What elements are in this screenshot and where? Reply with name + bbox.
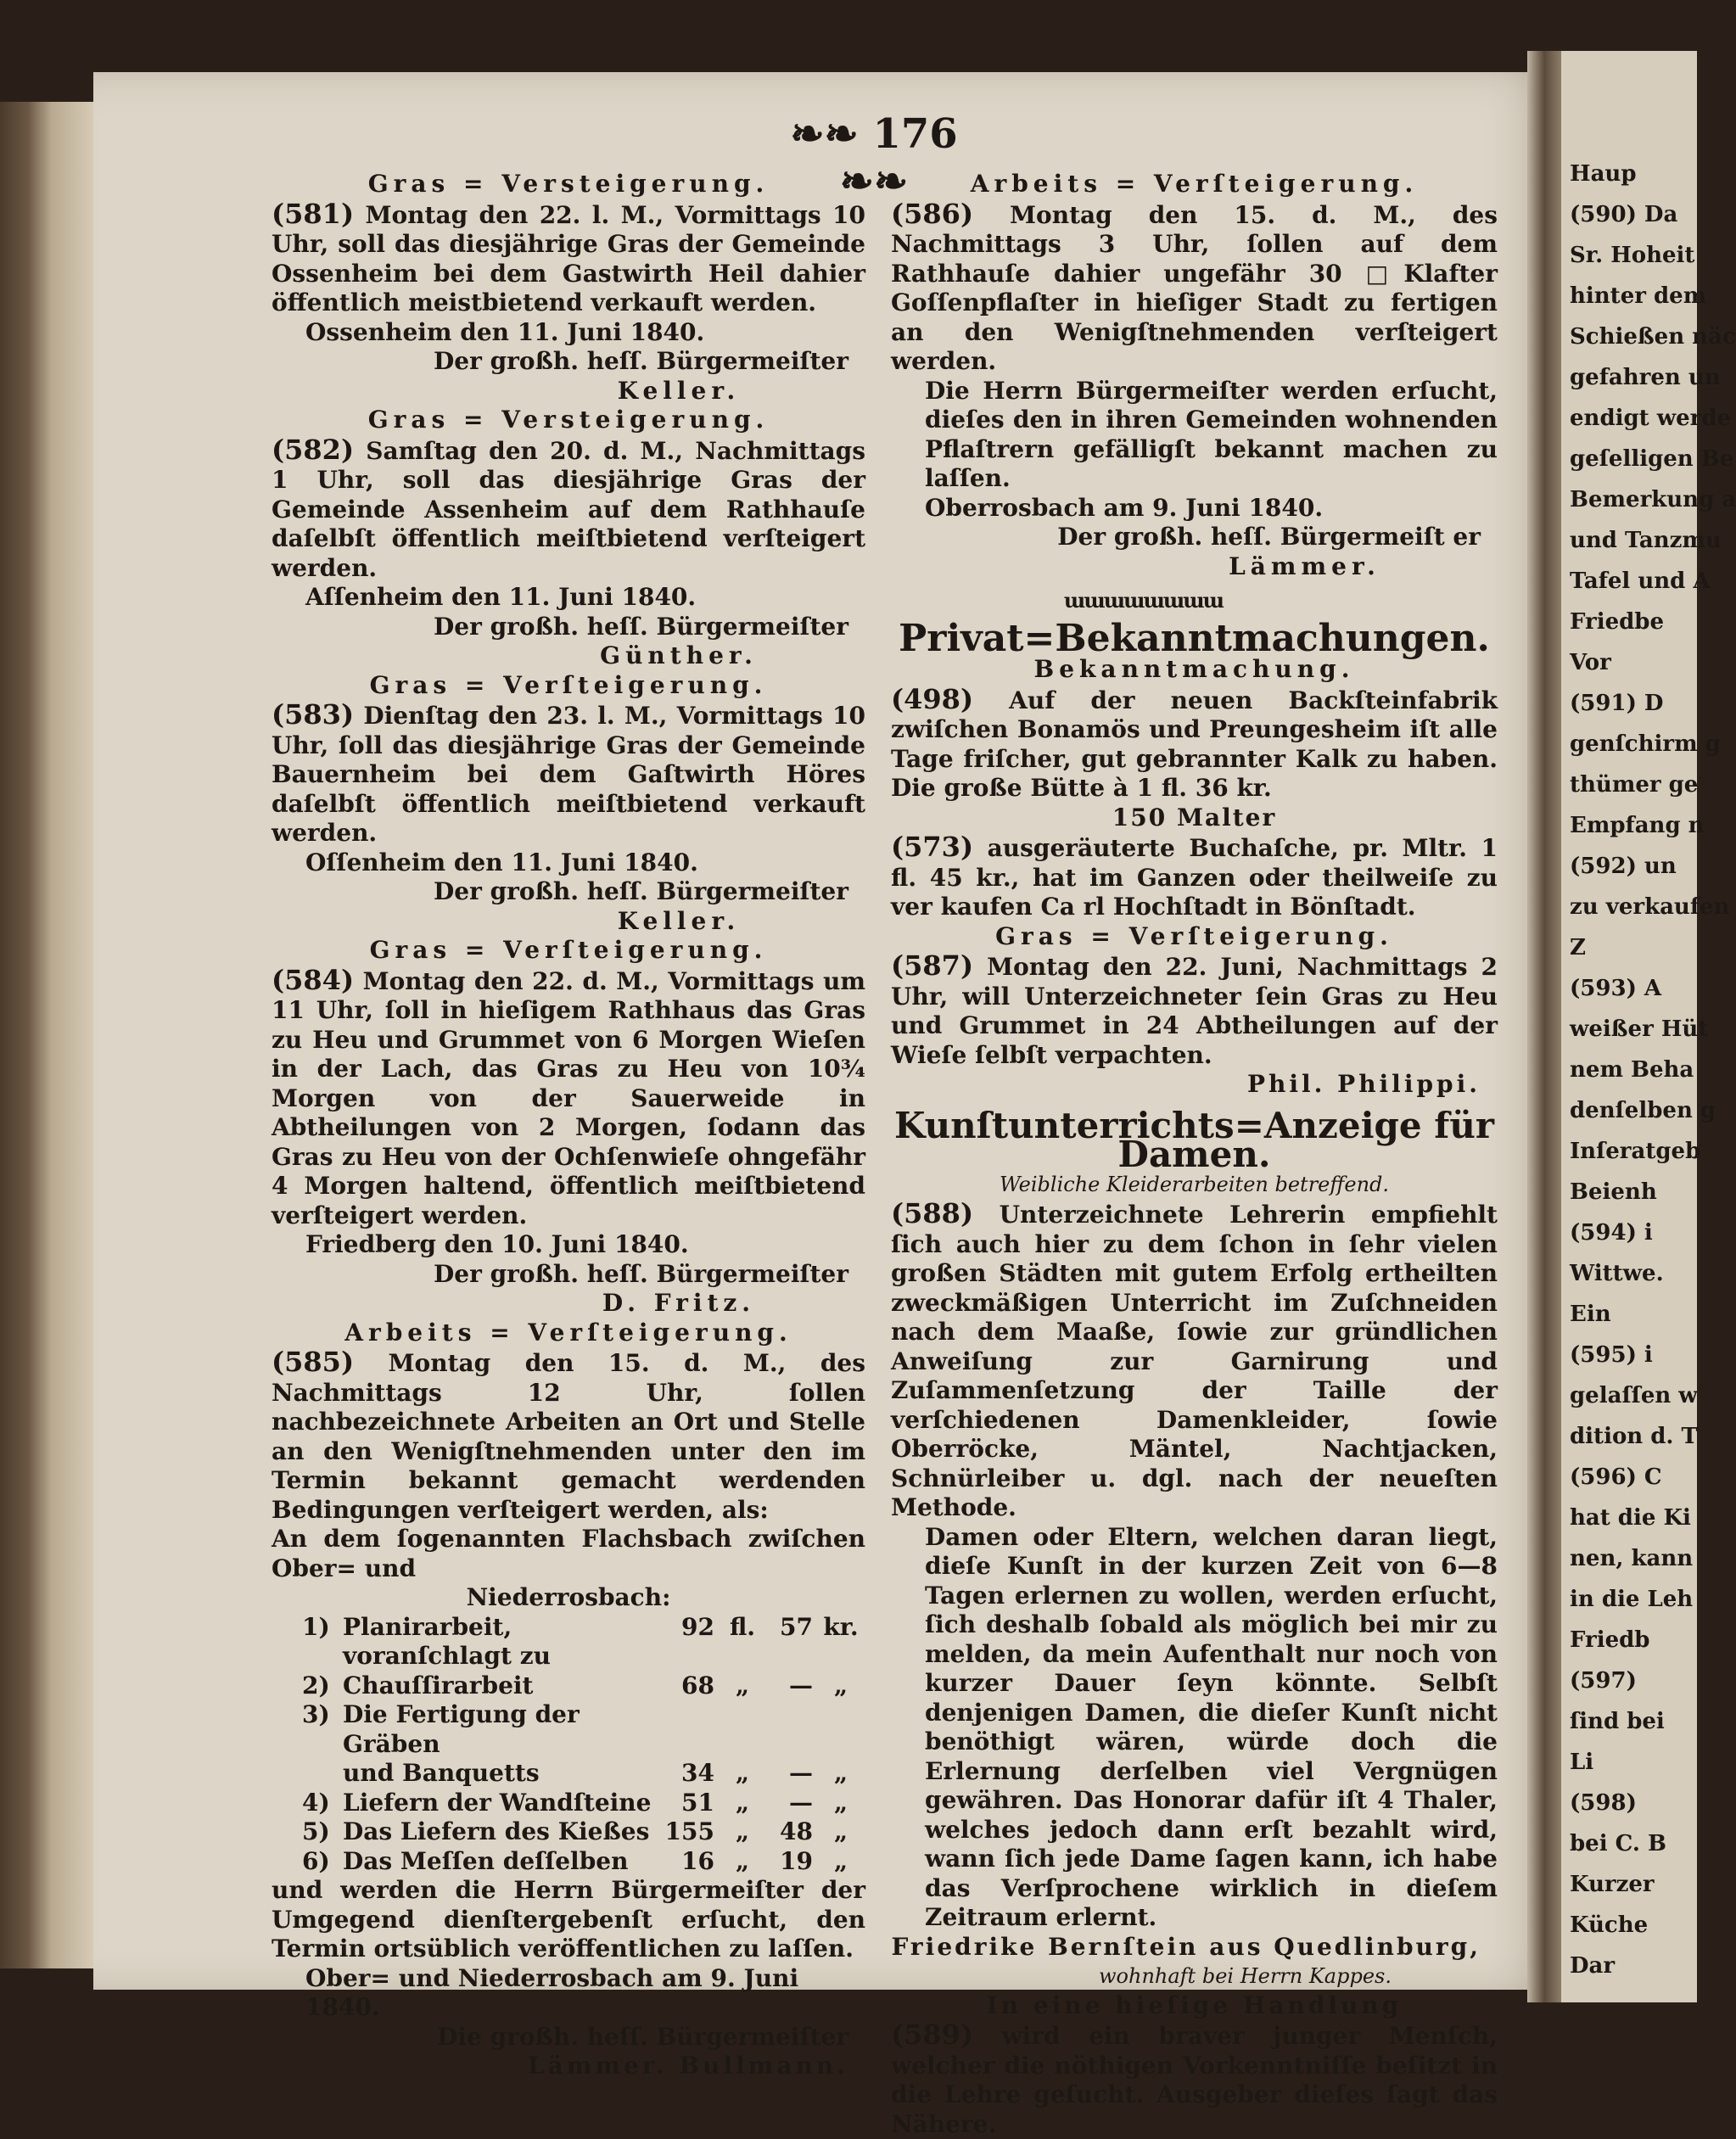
work-item-row bbox=[272, 1700, 865, 1759]
notice-signature-name: Friedrike Bernſtein aus Quedlinburg, bbox=[891, 1933, 1498, 1963]
notice-body bbox=[272, 199, 865, 318]
notice-text-2: Damen oder Eltern, welchen daran liegt, dieſe Kunſt in der kurzen Zeit von 6—8 Tagen erlernen zu wollen, werden erſucht, ſich deshalb ſobald als möglich bei mir zu melden, da mein Aufenthalt nur noch von kurzer Dauer ſeyn könnte. Selbſt denjenigen Damen, die dieſer Kunſt nicht benöthigt wären, würde doch die Erlernung derſelben viel Vergnügen gewähren. Das Honorar dafür iſt 4 Thaler, welches jedoch dann erſt bezahlt wird, wann ſich jede Dame ſagen kann, ich habe das Verſprochene wirklich in dieſem Zeitraum erlernt. bbox=[891, 1523, 1498, 1933]
right-column bbox=[891, 170, 1498, 2139]
next-page-text-fragment: weißer Hüt bbox=[1570, 1016, 1708, 1042]
work-item-unit-2: „ bbox=[816, 1671, 865, 1701]
work-item-number: 1) bbox=[272, 1613, 339, 1671]
next-page-text-fragment: Tafel und A bbox=[1570, 568, 1711, 594]
next-page-text-fragment: Haup bbox=[1570, 161, 1637, 187]
notice-signature-name: Lämmer. Bullmann. bbox=[272, 2052, 865, 2081]
notice-body bbox=[272, 700, 865, 848]
next-page-text-fragment: Küche bbox=[1570, 1912, 1648, 1938]
next-page-text-fragment: (596) C bbox=[1570, 1464, 1662, 1490]
work-item-florin bbox=[660, 1700, 718, 1759]
next-page-text-fragment: Inſeratgeb bbox=[1570, 1139, 1700, 1164]
work-item-row bbox=[272, 1759, 865, 1789]
notice-place-date: Aſſenheim den 11. Juni 1840. bbox=[272, 583, 865, 613]
notice-number: (584) bbox=[272, 964, 354, 996]
next-page-text-fragment: geſelligen Be bbox=[1570, 446, 1733, 472]
art-lesson-subheading: Weibliche Kleiderarbeiten betreffend. bbox=[891, 1170, 1498, 1200]
work-item-number: 6) bbox=[272, 1847, 339, 1877]
notice-number: (498) bbox=[891, 683, 973, 715]
notice-text: Dienſtag den 23. l. M., Vormittags 10 Uhr, ſoll das diesjährige Gras der Gemeinde Bauernheim bei dem Gaſtwirth Höres daſelbſt öffentlich meiſtbietend verkauft werden. bbox=[272, 702, 865, 847]
next-page-text-fragment: Wittwe. bbox=[1570, 1261, 1664, 1286]
notice-heading: Bekanntmachung. bbox=[891, 655, 1498, 685]
notice-place-date: Ober= und Niederrosbach am 9. Juni 1840. bbox=[272, 1964, 865, 2023]
book-edge-left bbox=[0, 102, 93, 1968]
notice-signature-title: Der großh. heſſ. Bürgermeiſter bbox=[272, 877, 865, 907]
work-item-florin: 92 bbox=[660, 1613, 718, 1671]
next-page-text-fragment: (592) un bbox=[1570, 854, 1677, 879]
next-page-text-fragment: Kurzer bbox=[1570, 1872, 1655, 1897]
notice-number: (586) bbox=[891, 198, 973, 230]
private-announcements-heading: Privat=Bekanntmachungen. bbox=[891, 624, 1498, 654]
next-page-text-fragment: Bemerkung a bbox=[1570, 487, 1736, 512]
notice-heading: Gras = Verſteigerung. bbox=[272, 671, 865, 701]
notice-body bbox=[891, 2020, 1498, 2139]
notice-number: (587) bbox=[891, 949, 973, 982]
work-item-description: Chauſſirarbeit bbox=[339, 1671, 660, 1701]
notice-text: Montag den 15. d. M., des Nachmittags 12 Uhr, ſollen nachbezeichnete Arbeiten an Ort und Stelle an den Wenigſtnehmenden unter den im Termin bekannt gemacht werdenden Bedingungen verſteigert werden, als: bbox=[272, 1349, 865, 1524]
work-item-row bbox=[272, 1817, 865, 1847]
notice-text: Montag den 22. d. M., Vormittags um 11 Uhr, ſoll in hieſigem Rathhaus das Gras zu Heu und Grummet von 6 Morgen Wieſen in der Lach, das Gras zu Heu von 10¾ Morgen von der Sauerweide in Abtheilungen von 2 Morgen, ſodann das Gras zu Heu von der Ochſenwieſe ohngefähr 4 Morgen haltend, öffentlich meiſtbietend verſteigert werden. bbox=[272, 967, 865, 1229]
next-page-text-fragment: bei C. B bbox=[1570, 1831, 1666, 1856]
next-page-text-fragment: nen, kann bbox=[1570, 1546, 1693, 1571]
notice-text: ausgeräuterte Buchaſche, pr. Mltr. 1 fl. 45 kr., hat im Ganzen oder theilweiſe zu ver kaufen Ca rl Hochſtadt in Bönſtadt. bbox=[891, 834, 1498, 921]
book-gutter bbox=[1527, 51, 1561, 2002]
next-page-text-fragment: hat die Ki bbox=[1570, 1505, 1691, 1531]
notice-number: (581) bbox=[272, 198, 354, 230]
notice-signature-title: Der großh. heſſ. Bürgermeiſter bbox=[272, 613, 865, 642]
notice-signature-title: Der großh. heſſ. Bürgermeiſter bbox=[272, 347, 865, 377]
notice-body bbox=[272, 435, 865, 584]
next-page-text-fragment: (593) A bbox=[1570, 976, 1661, 1001]
work-item-kreuzer: — bbox=[767, 1759, 816, 1789]
next-page-text-fragment: Dar bbox=[1570, 1953, 1615, 1979]
page-number-value: 176 bbox=[872, 110, 957, 158]
notice-heading: In eine hieſige Handlung bbox=[891, 1991, 1498, 2021]
work-item-unit-2 bbox=[816, 1700, 865, 1759]
notice-text-2: Die Herrn Bürgermeiſter werden erſucht, dieſes den in ihren Gemeinden wohnenden Pflaſtrern gefälligſt bekannt machen zu laſſen. bbox=[891, 377, 1498, 494]
work-item-number: 2) bbox=[272, 1671, 339, 1701]
next-page-fragment bbox=[1561, 51, 1697, 2002]
work-item-unit-2: „ bbox=[816, 1817, 865, 1847]
notice-heading: Gras = Versteigerung. bbox=[272, 406, 865, 435]
notice-place-date: Oſſenheim den 11. Juni 1840. bbox=[272, 848, 865, 878]
notice-582 bbox=[272, 406, 865, 671]
next-page-text-fragment: gefahren un bbox=[1570, 365, 1721, 390]
next-page-text-fragment: Empfang n bbox=[1570, 813, 1705, 838]
notice-body bbox=[891, 832, 1498, 922]
notice-number: (583) bbox=[272, 698, 354, 731]
notice-heading: Gras = Verſteigerung. bbox=[272, 936, 865, 966]
work-item-kreuzer: 19 bbox=[767, 1847, 816, 1877]
next-page-text-fragment: (590) Da bbox=[1570, 202, 1677, 227]
notice-581 bbox=[272, 170, 865, 406]
notice-587 bbox=[891, 922, 1498, 1100]
work-item-unit-1: „ bbox=[718, 1817, 767, 1847]
work-item-florin: 16 bbox=[660, 1847, 718, 1877]
notice-signature-sub: wohnhaft bei Herrn Kappes. bbox=[891, 1962, 1498, 1991]
next-page-text-fragment: denſelben g bbox=[1570, 1098, 1716, 1123]
next-page-text-fragment: Sr. Hoheit bbox=[1570, 243, 1694, 268]
notice-body bbox=[891, 199, 1498, 377]
notice-text: Unterzeichnete Lehrerin empfiehlt ſich auch hier zu dem ſchon in ſehr vielen großen Städten mit gutem Erfolg ertheilten zweckmäßigen Unterricht im Zuſchneiden nach dem Maaße, ſowie zur gründlichen Anweiſung zur Garnirung und Zuſammenſetzung der Taille der verſchiedenen Damenkleider, ſowie Oberröcke, Mäntel, Nachtjacken, Schnürleiber u. dgl. nach der neueſten Methode. bbox=[891, 1201, 1498, 1521]
work-item-kreuzer: — bbox=[767, 1789, 816, 1818]
work-item-florin: 68 bbox=[660, 1671, 718, 1701]
work-item-row bbox=[272, 1789, 865, 1818]
notice-signature-title: Der großh. heſſ. Bürgermeiſter bbox=[272, 1260, 865, 1290]
left-column bbox=[272, 170, 865, 2081]
notice-signature-name: Lämmer. bbox=[891, 552, 1498, 582]
work-item-florin: 34 bbox=[660, 1759, 718, 1789]
work-item-kreuzer: 57 bbox=[767, 1613, 816, 1671]
notice-heading: Gras = Verſteigerung. bbox=[891, 922, 1498, 952]
notice-573 bbox=[891, 804, 1498, 922]
notice-588 bbox=[891, 1199, 1498, 1991]
notice-heading: 150 Malter bbox=[891, 804, 1498, 833]
art-lesson-heading: Kunſtunterrichts=Anzeige für Damen. bbox=[891, 1111, 1498, 1170]
page-number-decor-right: ❧❧ bbox=[840, 158, 908, 205]
notice-place-date: Ossenheim den 11. Juni 1840. bbox=[272, 318, 865, 348]
work-item-description: und Banquetts bbox=[339, 1759, 660, 1789]
work-item-kreuzer: 48 bbox=[767, 1817, 816, 1847]
notice-heading: Arbeits = Verſteigerung. bbox=[891, 170, 1498, 199]
work-item-unit-1: „ bbox=[718, 1671, 767, 1701]
notice-signature-name: Phil. Philippi. bbox=[891, 1070, 1498, 1100]
notice-signature-title: Die großh. heſſ. Bürgermeiſter bbox=[272, 2023, 865, 2052]
notice-signature-name: Keller. bbox=[272, 907, 865, 937]
next-page-text-fragment: in die Leh bbox=[1570, 1587, 1693, 1612]
work-item-unit-1: „ bbox=[718, 1759, 767, 1789]
next-page-text-fragment: thümer ge bbox=[1570, 772, 1698, 798]
next-page-text-fragment: Beienh bbox=[1570, 1179, 1657, 1205]
notice-heading: Arbeits = Verſteigerung. bbox=[272, 1319, 865, 1348]
work-item-description: Das Meſſen deſſelben bbox=[339, 1847, 660, 1877]
work-item-florin: 51 bbox=[660, 1789, 718, 1818]
notice-body bbox=[891, 685, 1498, 804]
work-item-row bbox=[272, 1847, 865, 1877]
next-page-text-fragment: Li bbox=[1570, 1750, 1593, 1775]
next-page-text-fragment: (597) bbox=[1570, 1668, 1637, 1694]
work-item-florin: 155 bbox=[660, 1817, 718, 1847]
work-item-number: 3) bbox=[272, 1700, 339, 1759]
notice-584 bbox=[272, 936, 865, 1319]
notice-number: (588) bbox=[891, 1197, 973, 1229]
next-page-text-fragment: genſchirm g bbox=[1570, 731, 1721, 757]
page-number-decor-left: ❧❧ bbox=[790, 110, 858, 158]
notice-text: wird ein braver junger Menſch, welcher die nöthigen Vorkenntniſſe beſitzt in die Lehre geſucht. Ausgeber dieſes ſagt das Nähere. bbox=[891, 2022, 1498, 2138]
next-page-text-fragment: nem Beha bbox=[1570, 1057, 1694, 1083]
notice-signature-name: Keller. bbox=[272, 377, 865, 406]
work-item-description: Planirarbeit, voranſchlagt zu bbox=[339, 1613, 660, 1671]
work-item-unit-1: fl. bbox=[718, 1613, 767, 1671]
work-item-description: Die Fertigung der Gräben bbox=[339, 1700, 660, 1759]
work-item-kreuzer: — bbox=[767, 1671, 816, 1701]
work-item-number: 4) bbox=[272, 1789, 339, 1818]
notice-location-line: An dem ſogenannten Flachsbach zwiſchen Ober= und bbox=[272, 1525, 865, 1583]
notice-body bbox=[891, 1199, 1498, 1523]
next-page-text-fragment: Friedb bbox=[1570, 1627, 1649, 1653]
work-item-kreuzer bbox=[767, 1700, 816, 1759]
work-item-row bbox=[272, 1613, 865, 1671]
next-page-text-fragment: Vor bbox=[1570, 650, 1611, 675]
notice-closing: und werden die Herrn Bürgermeiſter der Umgegend dienſtergebenſt erſucht, den Termin ortsüblich veröffentlichen zu laſſen. bbox=[272, 1876, 865, 1964]
next-page-text-fragment: ſind bei bbox=[1570, 1709, 1665, 1734]
notice-text: Auf der neuen Backſteinfabrik zwiſchen Bonamös und Preungesheim iſt alle Tage friſcher, gut gebrannter Kalk zu haben. Die große Bütte à 1 fl. 36 kr. bbox=[891, 686, 1498, 803]
notice-498 bbox=[891, 655, 1498, 804]
notice-heading: Gras = Versteigerung. bbox=[272, 170, 865, 199]
notice-text: Samſtag den 20. d. M., Nachmittags 1 Uhr, soll das diesjährige Gras der Gemeinde Assenheim auf dem Rathhauſe daſelbſt öffentlich meiſtbietend verſteigert werden. bbox=[272, 437, 865, 582]
work-item-unit-2: „ bbox=[816, 1789, 865, 1818]
notice-text: Montag den 22. Juni, Nachmittags 2 Uhr, will Unterzeichneter ſein Gras zu Heu und Grummet in 24 Abtheilungen auf der Wieſe ſelbſt verpachten. bbox=[891, 953, 1498, 1069]
work-item-number: 5) bbox=[272, 1817, 339, 1847]
next-page-text-fragment: und Tanzmu bbox=[1570, 528, 1722, 553]
work-item-number bbox=[272, 1759, 339, 1789]
next-page-text-fragment: Ein bbox=[1570, 1302, 1611, 1327]
notice-body bbox=[891, 951, 1498, 1070]
notice-place-date: Oberrosbach am 9. Juni 1840. bbox=[891, 494, 1498, 524]
notice-586 bbox=[891, 170, 1498, 581]
work-item-unit-1: „ bbox=[718, 1847, 767, 1877]
next-page-text-fragment: zu verkaufen bbox=[1570, 894, 1729, 920]
next-page-text-fragment: Schießen näc bbox=[1570, 324, 1736, 350]
notice-number: (585) bbox=[272, 1346, 354, 1378]
notice-signature-title: Der großh. heſſ. Bürgermeiſt er bbox=[891, 523, 1498, 552]
next-page-text-fragment: Z bbox=[1570, 935, 1586, 960]
notice-589 bbox=[891, 1991, 1498, 2139]
next-page-text-fragment: (591) D bbox=[1570, 691, 1663, 716]
next-page-text-fragment: (598) bbox=[1570, 1790, 1637, 1816]
work-item-unit-2: kr. bbox=[816, 1613, 865, 1671]
work-item-unit-1: „ bbox=[718, 1789, 767, 1818]
work-item-description: Das Liefern des Kießes bbox=[339, 1817, 660, 1847]
section-divider: ɯɯɯɯɯɯɯɯ bbox=[891, 586, 1498, 616]
next-page-text-fragment: dition d. T bbox=[1570, 1424, 1698, 1449]
next-page-text-fragment: endigt werde bbox=[1570, 406, 1731, 431]
work-item-unit-2: „ bbox=[816, 1847, 865, 1877]
next-page-text-fragment: Friedbe bbox=[1570, 609, 1664, 635]
notice-number: (582) bbox=[272, 434, 354, 466]
notice-text: Montag den 15. d. M., des Nachmittags 3 Uhr, ſollen auf dem Rathhauſe dahier ungefähr 30 □Klafter Goſſenpflaſter in hieſiger Stadt zu fertigen an den Wenigſtnehmenden verſteigert werden. bbox=[891, 201, 1498, 376]
next-page-text-fragment: gelaſſen w bbox=[1570, 1383, 1698, 1408]
notice-number: (573) bbox=[891, 831, 973, 863]
notice-number: (589) bbox=[891, 2019, 973, 2051]
next-page-text-fragment: hinter dem bbox=[1570, 283, 1706, 309]
notice-text: Montag den 22. l. M., Vormittags 10 Uhr, soll das diesjährige Gras der Gemeinde Ossenheim bei dem Gastwirth Heil dahier öffentlich meistbietend verkauft werden. bbox=[272, 201, 865, 317]
notice-place-date: Friedberg den 10. Juni 1840. bbox=[272, 1230, 865, 1260]
notice-location-line: Niederrosbach: bbox=[272, 1583, 865, 1613]
work-item-row bbox=[272, 1671, 865, 1701]
work-items-table bbox=[272, 1613, 865, 1877]
notice-583 bbox=[272, 671, 865, 937]
notice-body bbox=[272, 966, 865, 1231]
notice-585 bbox=[272, 1319, 865, 2081]
notice-body bbox=[272, 1347, 865, 1525]
work-item-unit-2: „ bbox=[816, 1759, 865, 1789]
work-item-unit-1 bbox=[718, 1700, 767, 1759]
work-item-description: Liefern der Wandſteine bbox=[339, 1789, 660, 1818]
next-page-text-fragment: (594) i bbox=[1570, 1220, 1653, 1246]
notice-signature-name: Günther. bbox=[272, 641, 865, 671]
next-page-text-fragment: (595) i bbox=[1570, 1342, 1653, 1368]
notice-signature-name: D. Fritz. bbox=[272, 1289, 865, 1319]
